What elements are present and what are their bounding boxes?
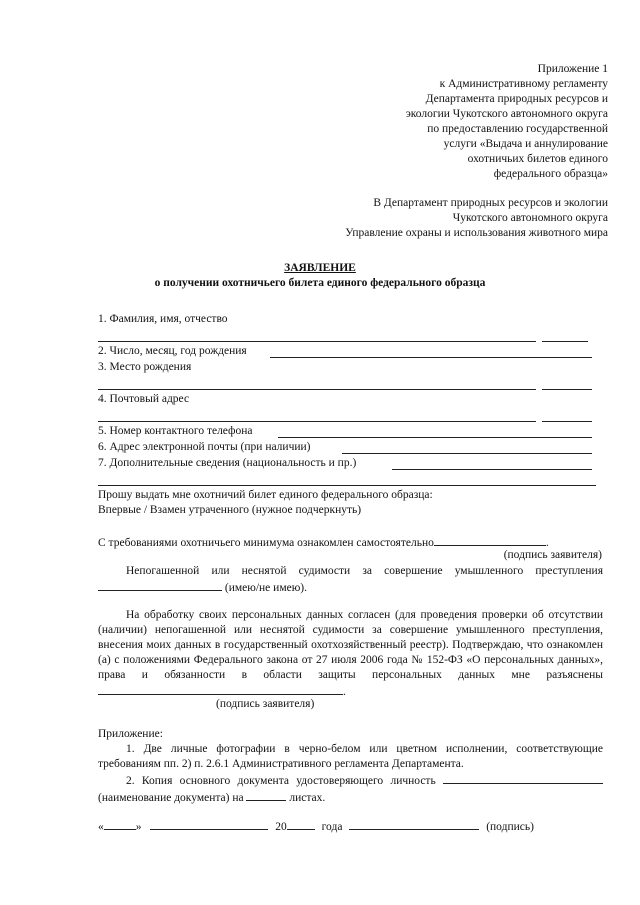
conviction-fill-line[interactable] (98, 579, 222, 591)
fill-line[interactable] (542, 341, 588, 342)
date-signature-row (98, 818, 603, 835)
addressee-block (278, 196, 608, 241)
request-block (98, 488, 603, 518)
conviction-tail: (имею/не имею). (224, 582, 307, 594)
minimum-block: С требованиями охотничьего минимума ознакомлен самостоятельно . (98, 534, 603, 551)
month-line[interactable] (150, 818, 268, 830)
attachment-item-2-row (98, 772, 603, 789)
field-label: 4. Почтовый адрес (98, 393, 192, 405)
fill-line[interactable] (342, 453, 592, 454)
year-line[interactable] (287, 818, 315, 830)
signature-caption: (подпись) (486, 821, 534, 833)
consent-block: На обработку своих персональных данных согласен (для проведения проверки об отсутствии (наличии) непогашенной или неснятой судимости за совершение умышленного преступления, внесения моих данных в государственный охотхозяйственный реестр). Подтверждаю, что ознакомлен (а) с положениями Федерального закона от 27 июля 2006 года № 152-ФЗ «О персональных данных», права и обязанности в области защиты персональных данных мне разъяснены . (98, 609, 603, 698)
annex-line: Департамента природных ресурсов и (425, 93, 608, 105)
attachments-heading: Приложение: (98, 728, 163, 740)
title-sub: о получении охотничьего билета единого федерального образца (154, 277, 486, 289)
day-line[interactable] (104, 818, 136, 830)
annex-line: охотничьих билетов единого (467, 153, 608, 165)
field-label: 2. Число, месяц, год рождения (98, 345, 250, 357)
year-prefix: 20 (275, 821, 287, 833)
fill-line[interactable] (542, 389, 592, 390)
fill-line[interactable] (98, 341, 536, 342)
field-phone (98, 424, 598, 440)
minimum-text: С требованиями охотничьего минимума ознакомлен самостоятельно (98, 537, 434, 549)
annex-line: федерального образца» (493, 168, 608, 180)
fill-line[interactable] (270, 357, 592, 358)
annex-line: услуги «Выдача и аннулирование (443, 138, 608, 150)
consent-signature-line[interactable] (98, 683, 343, 695)
field-postal-address (98, 392, 598, 408)
request-line: Прошу выдать мне охотничий билет единого федерального образца: (98, 489, 433, 501)
quote-open: « (98, 821, 104, 833)
attachment-item-2-cont (98, 789, 603, 806)
field-additional-info (98, 456, 598, 472)
annex-line: по предоставлению государственной (427, 123, 608, 135)
field-email (98, 440, 598, 456)
field-label: 1. Фамилия, имя, отчество (98, 313, 231, 325)
quote-close: » (135, 821, 142, 833)
addressee-line: В Департамент природных ресурсов и экологии (373, 197, 608, 209)
minimum-signature-caption: (подпись заявителя) (503, 549, 602, 561)
signature-line[interactable] (434, 534, 546, 546)
fill-line[interactable] (98, 485, 596, 486)
fill-line[interactable] (98, 389, 536, 390)
conviction-text: Непогашенной или неснятой судимости за совершение умышленного преступления (126, 565, 603, 577)
annex-line: к Административному регламенту (439, 78, 608, 90)
consent-signature-caption: (подпись заявителя) (216, 698, 315, 710)
fill-line[interactable] (98, 421, 536, 422)
field-additional-info-line (98, 472, 598, 488)
applicant-fields (98, 312, 598, 488)
addressee-line: Управление охраны и использования животного мира (345, 227, 608, 239)
attachment-doc-caption: (наименование документа) на (98, 792, 244, 804)
fill-line[interactable] (392, 469, 592, 470)
fill-line[interactable] (278, 437, 592, 438)
field-postal-address-line (98, 408, 598, 424)
year-word: года (321, 821, 343, 833)
attachment-item-1: 1. Две личные фотографии в черно-белом или цветном исполнении, соответствующие требованиям пп. 2) п. 2.6.1 Административного регламента Департамента. (98, 743, 603, 770)
field-label: 5. Номер контактного телефона (98, 425, 256, 437)
fill-line[interactable] (542, 421, 592, 422)
field-birth-place (98, 360, 598, 376)
addressee-line: Чукотского автономного округа (452, 212, 608, 224)
field-label: 7. Дополнительные сведения (национальность и пр.) (98, 457, 359, 469)
field-label: 6. Адрес электронной почты (при наличии) (98, 441, 314, 453)
conviction-tail-row (98, 579, 603, 596)
field-label: 3. Место рождения (98, 361, 194, 373)
field-birth-place-line (98, 376, 598, 392)
title-main: ЗАЯВЛЕНИЕ (284, 262, 356, 274)
annex-line: экологии Чукотского автономного округа (405, 108, 608, 120)
annex-header (338, 62, 608, 182)
attachment-item-2: 2. Копия основного документа удостоверяющего личность (126, 775, 436, 787)
attachments-block (98, 727, 603, 806)
consent-text: На обработку своих персональных данных согласен (для проведения проверки об отсутствии (наличии) непогашенной или неснятой судимости за совершение умышленного преступления, внесения моих данных в государственный охотхозяйственный реестр). Подтверждаю, что ознакомлен (а) с положениями Федерального закона от 27 июля 2006 года № 152-ФЗ «О персональных данных», права и обязанности в области защиты персональных данных мне разъяснены (98, 609, 603, 681)
field-full-name-line (98, 328, 598, 344)
field-full-name (98, 312, 598, 328)
document-name-line[interactable] (443, 772, 603, 784)
document-title (0, 261, 640, 291)
attachment-sheets-word: листах. (289, 792, 326, 804)
request-option-line[interactable]: Впервые / Взамен утраченного (нужное подчеркнуть) (98, 504, 362, 516)
signature-line[interactable] (349, 818, 479, 830)
field-birth-date (98, 344, 598, 360)
annex-line: Приложение 1 (537, 63, 608, 75)
sheets-count-line[interactable] (246, 789, 286, 801)
